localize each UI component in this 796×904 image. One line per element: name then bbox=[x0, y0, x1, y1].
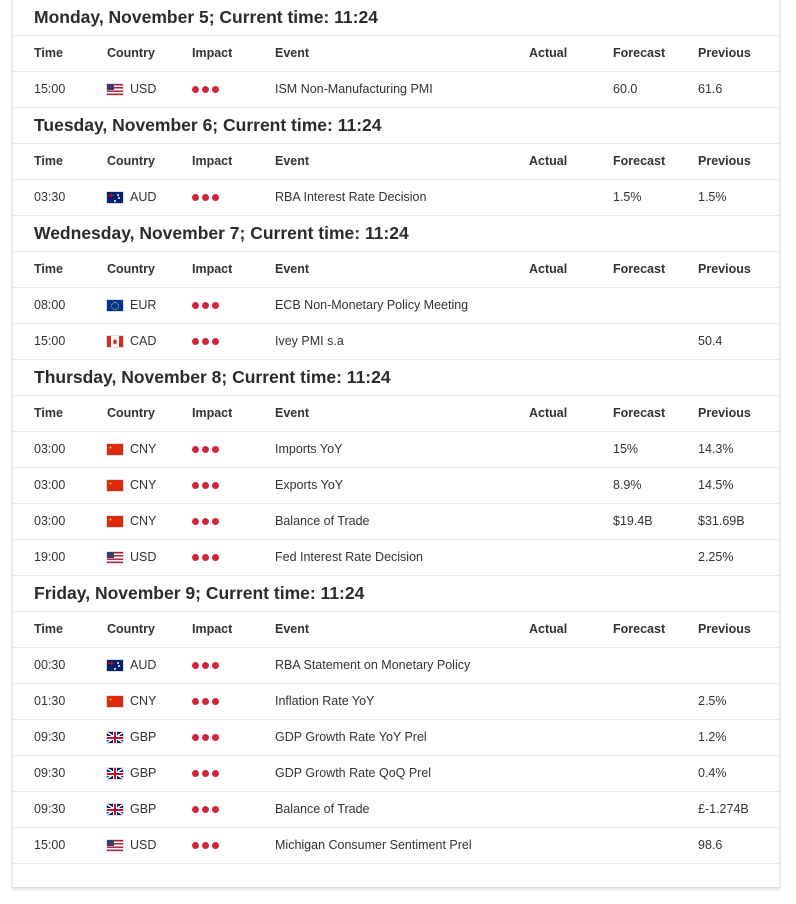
event-name[interactable]: Michigan Consumer Sentiment Prel bbox=[275, 838, 472, 852]
impact-indicator bbox=[192, 324, 219, 359]
impact-dot-icon bbox=[212, 338, 219, 345]
impact-indicator bbox=[192, 180, 219, 215]
impact-dot-icon bbox=[202, 554, 209, 561]
column-header-row bbox=[13, 36, 779, 72]
currency-code: CNY bbox=[130, 442, 157, 456]
eu-flag-icon bbox=[107, 300, 123, 311]
event-name[interactable]: Exports YoY bbox=[275, 478, 344, 492]
column-header-actual[interactable]: Actual bbox=[529, 154, 568, 168]
impact-dot-icon bbox=[212, 698, 219, 705]
event-country bbox=[107, 504, 156, 539]
column-header-country[interactable]: Country bbox=[107, 262, 155, 276]
event-previous: 1.5% bbox=[698, 190, 727, 204]
day-section bbox=[13, 360, 779, 576]
event-row[interactable] bbox=[13, 648, 779, 684]
currency-code: USD bbox=[130, 550, 157, 564]
impact-dot-icon bbox=[192, 86, 199, 93]
column-header-time[interactable]: Time bbox=[34, 46, 63, 60]
event-name[interactable]: Balance of Trade bbox=[275, 514, 370, 528]
day-title: Friday, November 9; Current time: 11:24 bbox=[13, 576, 779, 612]
cn-flag-icon bbox=[107, 696, 123, 707]
event-country bbox=[107, 720, 156, 755]
event-time: 15:00 bbox=[34, 334, 66, 348]
event-previous: 61.6 bbox=[698, 82, 723, 96]
impact-dot-icon bbox=[192, 482, 199, 489]
event-row[interactable] bbox=[13, 828, 779, 864]
column-header-time[interactable]: Time bbox=[34, 622, 63, 636]
impact-dot-icon bbox=[212, 770, 219, 777]
event-name[interactable]: ISM Non-Manufacturing PMI bbox=[275, 82, 433, 96]
event-row[interactable] bbox=[13, 72, 779, 108]
impact-indicator bbox=[192, 72, 219, 107]
impact-dot-icon bbox=[212, 662, 219, 669]
impact-dot-icon bbox=[202, 842, 209, 849]
impact-dot-icon bbox=[192, 770, 199, 777]
event-previous: 2.5% bbox=[698, 694, 727, 708]
impact-dot-icon bbox=[202, 338, 209, 345]
impact-dot-icon bbox=[192, 518, 199, 525]
column-header-previous[interactable]: Previous bbox=[698, 46, 751, 60]
event-country bbox=[107, 468, 156, 503]
cn-flag-icon bbox=[107, 516, 123, 527]
impact-dot-icon bbox=[202, 698, 209, 705]
gb-flag-icon bbox=[107, 768, 123, 779]
impact-dot-icon bbox=[212, 194, 219, 201]
currency-code: AUD bbox=[130, 190, 157, 204]
impact-dot-icon bbox=[192, 662, 199, 669]
column-header-row bbox=[13, 252, 779, 288]
impact-dot-icon bbox=[212, 302, 219, 309]
day-section bbox=[13, 576, 779, 864]
impact-indicator bbox=[192, 756, 219, 791]
impact-dot-icon bbox=[212, 518, 219, 525]
currency-code: CNY bbox=[130, 514, 157, 528]
event-country bbox=[107, 432, 156, 467]
column-header-event[interactable]: Event bbox=[275, 622, 310, 636]
impact-dot-icon bbox=[212, 734, 219, 741]
event-forecast: 1.5% bbox=[613, 190, 642, 204]
event-time: 19:00 bbox=[34, 550, 66, 564]
column-header-row bbox=[13, 144, 779, 180]
column-header-forecast[interactable]: Forecast bbox=[613, 46, 666, 60]
column-header-country[interactable]: Country bbox=[107, 154, 155, 168]
currency-code: USD bbox=[130, 82, 157, 96]
cn-flag-icon bbox=[107, 480, 123, 491]
event-name[interactable]: Ivey PMI s.a bbox=[275, 334, 344, 348]
impact-dot-icon bbox=[202, 482, 209, 489]
us-flag-icon bbox=[107, 552, 123, 563]
event-time: 15:00 bbox=[34, 82, 66, 96]
event-time: 00:30 bbox=[34, 658, 66, 672]
impact-indicator bbox=[192, 432, 219, 467]
impact-dot-icon bbox=[192, 698, 199, 705]
event-forecast: 15% bbox=[613, 442, 639, 456]
column-header-event[interactable]: Event bbox=[275, 46, 310, 60]
event-row[interactable] bbox=[13, 504, 779, 540]
impact-dot-icon bbox=[202, 446, 209, 453]
column-header-forecast[interactable]: Forecast bbox=[613, 406, 666, 420]
currency-code: CNY bbox=[130, 694, 157, 708]
us-flag-icon bbox=[107, 840, 123, 851]
column-header-row bbox=[13, 612, 779, 648]
impact-dot-icon bbox=[202, 770, 209, 777]
column-header-impact[interactable]: Impact bbox=[192, 154, 233, 168]
column-header-event[interactable]: Event bbox=[275, 262, 310, 276]
gb-flag-icon bbox=[107, 732, 123, 743]
event-name[interactable]: Balance of Trade bbox=[275, 802, 370, 816]
impact-indicator bbox=[192, 684, 219, 719]
event-row[interactable] bbox=[13, 792, 779, 828]
event-time: 09:30 bbox=[34, 802, 66, 816]
day-section bbox=[13, 0, 779, 108]
event-previous: 0.4% bbox=[698, 766, 727, 780]
impact-dot-icon bbox=[192, 302, 199, 309]
currency-code: USD bbox=[130, 838, 157, 852]
impact-indicator bbox=[192, 720, 219, 755]
column-header-actual[interactable]: Actual bbox=[529, 262, 568, 276]
currency-code: GBP bbox=[130, 730, 157, 744]
column-header-previous[interactable]: Previous bbox=[698, 406, 751, 420]
event-time: 03:00 bbox=[34, 442, 66, 456]
column-header-actual[interactable]: Actual bbox=[529, 46, 568, 60]
column-header-forecast[interactable]: Forecast bbox=[613, 262, 666, 276]
economic-calendar bbox=[12, 0, 780, 888]
currency-code: GBP bbox=[130, 766, 157, 780]
column-header-actual[interactable]: Actual bbox=[529, 406, 568, 420]
column-header-event[interactable]: Event bbox=[275, 406, 310, 420]
currency-code: AUD bbox=[130, 658, 157, 672]
currency-code: GBP bbox=[130, 802, 157, 816]
event-time: 03:30 bbox=[34, 190, 66, 204]
event-previous: 50.4 bbox=[698, 334, 723, 348]
impact-dot-icon bbox=[202, 734, 209, 741]
event-country bbox=[107, 828, 156, 863]
impact-dot-icon bbox=[192, 554, 199, 561]
cn-flag-icon bbox=[107, 444, 123, 455]
impact-dot-icon bbox=[192, 806, 199, 813]
column-header-row bbox=[13, 396, 779, 432]
event-forecast: $19.4B bbox=[613, 514, 653, 528]
event-country bbox=[107, 540, 156, 575]
event-previous: 2.25% bbox=[698, 550, 734, 564]
gb-flag-icon bbox=[107, 804, 123, 815]
impact-dot-icon bbox=[202, 194, 209, 201]
impact-dot-icon bbox=[202, 86, 209, 93]
us-flag-icon bbox=[107, 84, 123, 95]
event-forecast: 60.0 bbox=[613, 82, 638, 96]
column-header-country[interactable]: Country bbox=[107, 622, 155, 636]
event-row[interactable] bbox=[13, 684, 779, 720]
impact-indicator bbox=[192, 648, 219, 683]
column-header-impact[interactable]: Impact bbox=[192, 406, 233, 420]
ca-flag-icon bbox=[107, 336, 123, 347]
impact-dot-icon bbox=[212, 554, 219, 561]
au-flag-icon bbox=[107, 660, 123, 671]
currency-code: CNY bbox=[130, 478, 157, 492]
currency-code: CAD bbox=[130, 334, 157, 348]
column-header-previous[interactable]: Previous bbox=[698, 622, 751, 636]
event-previous: 14.5% bbox=[698, 478, 734, 492]
event-previous: £-1.274B bbox=[698, 802, 749, 816]
impact-dot-icon bbox=[212, 86, 219, 93]
impact-dot-icon bbox=[212, 842, 219, 849]
event-name[interactable]: RBA Statement on Monetary Policy bbox=[275, 658, 471, 672]
column-header-time[interactable]: Time bbox=[34, 262, 63, 276]
impact-dot-icon bbox=[192, 338, 199, 345]
event-name[interactable]: Imports YoY bbox=[275, 442, 343, 456]
impact-dot-icon bbox=[192, 842, 199, 849]
event-row[interactable] bbox=[13, 324, 779, 360]
impact-indicator bbox=[192, 792, 219, 827]
day-title: Wednesday, November 7; Current time: 11:24 bbox=[13, 216, 779, 252]
event-row[interactable] bbox=[13, 756, 779, 792]
event-time: 15:00 bbox=[34, 838, 66, 852]
event-name[interactable]: ECB Non-Monetary Policy Meeting bbox=[275, 298, 469, 312]
impact-dot-icon bbox=[192, 194, 199, 201]
event-row[interactable] bbox=[13, 432, 779, 468]
impact-dot-icon bbox=[202, 662, 209, 669]
event-time: 03:00 bbox=[34, 514, 66, 528]
impact-dot-icon bbox=[192, 734, 199, 741]
event-name[interactable]: GDP Growth Rate YoY Prel bbox=[275, 730, 427, 744]
impact-indicator bbox=[192, 288, 219, 323]
impact-dot-icon bbox=[212, 482, 219, 489]
column-header-impact[interactable]: Impact bbox=[192, 46, 233, 60]
event-row[interactable] bbox=[13, 540, 779, 576]
day-section bbox=[13, 108, 779, 216]
currency-code: EUR bbox=[130, 298, 157, 312]
impact-dot-icon bbox=[192, 446, 199, 453]
day-title: Thursday, November 8; Current time: 11:24 bbox=[13, 360, 779, 396]
impact-indicator bbox=[192, 504, 219, 539]
event-previous: 98.6 bbox=[698, 838, 723, 852]
impact-dot-icon bbox=[212, 446, 219, 453]
day-title: Tuesday, November 6; Current time: 11:24 bbox=[13, 108, 779, 144]
impact-dot-icon bbox=[202, 302, 209, 309]
column-header-forecast[interactable]: Forecast bbox=[613, 154, 666, 168]
impact-dot-icon bbox=[202, 806, 209, 813]
event-name[interactable]: Inflation Rate YoY bbox=[275, 694, 375, 708]
day-title: Monday, November 5; Current time: 11:24 bbox=[13, 0, 779, 36]
event-previous: 1.2% bbox=[698, 730, 727, 744]
au-flag-icon bbox=[107, 192, 123, 203]
event-time: 09:30 bbox=[34, 730, 66, 744]
column-header-country[interactable]: Country bbox=[107, 406, 155, 420]
event-country bbox=[107, 792, 156, 827]
day-section bbox=[13, 216, 779, 360]
column-header-event[interactable]: Event bbox=[275, 154, 310, 168]
event-row[interactable] bbox=[13, 288, 779, 324]
event-country bbox=[107, 684, 156, 719]
impact-indicator bbox=[192, 828, 219, 863]
event-name[interactable]: RBA Interest Rate Decision bbox=[275, 190, 427, 204]
column-header-previous[interactable]: Previous bbox=[698, 154, 751, 168]
column-header-impact[interactable]: Impact bbox=[192, 262, 233, 276]
event-country bbox=[107, 324, 156, 359]
column-header-time[interactable]: Time bbox=[34, 154, 63, 168]
column-header-impact[interactable]: Impact bbox=[192, 622, 233, 636]
event-country bbox=[107, 72, 156, 107]
impact-indicator bbox=[192, 468, 219, 503]
impact-dot-icon bbox=[202, 518, 209, 525]
event-time: 09:30 bbox=[34, 766, 66, 780]
event-row[interactable] bbox=[13, 180, 779, 216]
event-previous: 14.3% bbox=[698, 442, 734, 456]
event-name[interactable]: GDP Growth Rate QoQ Prel bbox=[275, 766, 432, 780]
impact-indicator bbox=[192, 540, 219, 575]
event-row[interactable] bbox=[13, 720, 779, 756]
event-previous: $31.69B bbox=[698, 514, 745, 528]
column-header-country[interactable]: Country bbox=[107, 46, 155, 60]
event-name[interactable]: Fed Interest Rate Decision bbox=[275, 550, 423, 564]
event-time: 01:30 bbox=[34, 694, 66, 708]
event-country bbox=[107, 180, 156, 215]
event-time: 08:00 bbox=[34, 298, 66, 312]
event-country bbox=[107, 756, 156, 791]
column-header-actual[interactable]: Actual bbox=[529, 622, 568, 636]
column-header-forecast[interactable]: Forecast bbox=[613, 622, 666, 636]
column-header-time[interactable]: Time bbox=[34, 406, 63, 420]
event-forecast: 8.9% bbox=[613, 478, 642, 492]
event-row[interactable] bbox=[13, 468, 779, 504]
event-country bbox=[107, 648, 156, 683]
impact-dot-icon bbox=[212, 806, 219, 813]
event-country bbox=[107, 288, 156, 323]
column-header-previous[interactable]: Previous bbox=[698, 262, 751, 276]
event-time: 03:00 bbox=[34, 478, 66, 492]
